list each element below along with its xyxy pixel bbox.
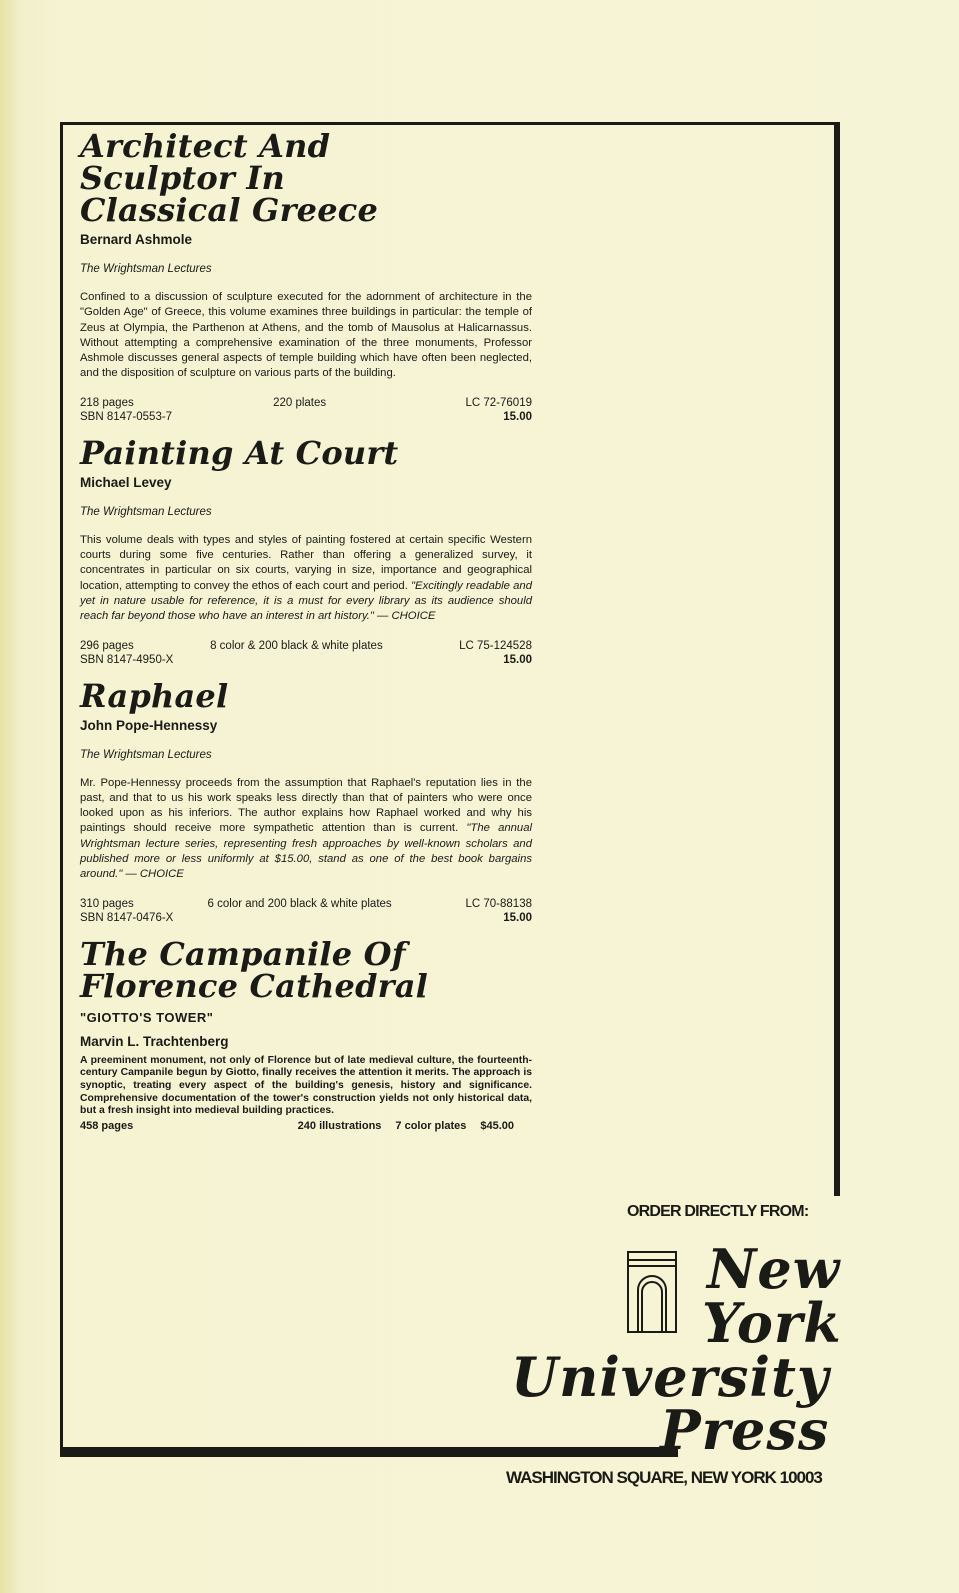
book-specs <box>80 1119 532 1134</box>
description-text: Confined to a discussion of sculpture executed for the adornment of architecture in the "Golden Age" of Greece, this volume examines three buildings in particular: the temple of Zeus at Olympia, the Parthenon at Athens, and the tomb of Mausolus at Halicarnassus. Without attempting a comprehensive examination of the three monuments, Professor Ashmole discusses general aspects of temple building which have often been neglected, and the disposition of sculpture on various parts of the building. <box>80 291 532 380</box>
book-listings <box>80 127 532 1146</box>
sbn-number: SBN 8147-4950-X <box>80 654 174 667</box>
title-line: Raphael <box>80 676 229 715</box>
book-author: Bernard Ashmole <box>80 232 193 247</box>
press-name-university: University <box>511 1345 830 1409</box>
title-line: Classical Greece <box>80 191 379 229</box>
book-specs <box>80 396 532 425</box>
description-text: This volume deals with types and styles of painting fostered at certain specific Western courts during some five centuries. Rather than offering a generalized survey, it concentrates in particular on six courts, varying in size, importance and geographical location, attempting to convey the ethos of each court and period. <box>80 533 532 592</box>
title-line: Painting At Court <box>80 433 399 472</box>
review-quote: "The annual Wrightsman lecture series, representing fresh approaches by well-known scholars and published more or less uniformly at $15.00, stand as one of the best book bargains around." — CHOICE <box>80 822 532 881</box>
book-author: Marvin L. Trachtenberg <box>80 1033 229 1049</box>
price: 15.00 <box>503 912 532 925</box>
page-count: 218 pages <box>80 396 134 409</box>
book-title <box>80 676 532 715</box>
sbn-number: SBN 8147-0476-X <box>80 912 174 925</box>
book-author: John Pope-Hennessy <box>80 717 218 733</box>
lc-number: LC 70-88138 <box>465 897 532 910</box>
book-listing-campanile <box>80 934 532 1134</box>
book-description: A preeminent monument, not only of Florence but of late medieval culture, the fourteenth-century Campanile begun by Giotto, finally receives the attention it merits. The approach is synoptic, treating every aspect of the building's genesis, history and significance. Comprehensive documentation of the tower's construction yields not only historical data, but a fresh insight into medieval building practices. <box>80 1054 532 1117</box>
publisher-address: WASHINGTON SQUARE, NEW YORK 10003 <box>506 1468 822 1487</box>
book-listing <box>80 676 532 926</box>
book-specs <box>80 639 532 668</box>
color-plate-count: 7 color plates <box>395 1120 467 1133</box>
title-line: Architect And <box>80 127 331 165</box>
book-description <box>80 776 532 883</box>
book-specs <box>80 897 532 926</box>
press-name-press: Press <box>660 1398 830 1462</box>
price: 15.00 <box>503 411 532 424</box>
review-quote: "Excitingly readable and yet in nature usable for reference, it is a must for every library as its audience should reach far beyond those who have an interest in art history." — CHOICE <box>80 579 532 623</box>
price: 15.00 <box>503 654 532 667</box>
book-description <box>80 533 532 625</box>
book-listing <box>80 433 532 668</box>
book-series: The Wrightsman Lectures <box>80 505 212 518</box>
book-title <box>80 127 532 229</box>
plate-count: 220 plates <box>273 396 327 409</box>
title-line: Florence Cathedral <box>80 966 429 1005</box>
bottom-rule <box>60 1447 678 1457</box>
plate-count: 8 color & 200 black & white plates <box>210 639 383 652</box>
page-count: 296 pages <box>80 639 134 652</box>
washington-arch-logo-icon <box>624 1244 680 1336</box>
lc-number: LC 75-124528 <box>459 639 532 652</box>
plate-count: 6 color and 200 black & white plates <box>207 897 392 910</box>
sbn-number: SBN 8147-0553-7 <box>80 411 173 424</box>
press-name-new: New <box>707 1237 841 1301</box>
book-title <box>80 934 532 1005</box>
title-line: The Campanile Of <box>80 934 406 973</box>
book-series: The Wrightsman Lectures <box>80 748 212 761</box>
lc-number: LC 72-76019 <box>465 396 532 409</box>
book-tagline: "GIOTTO'S TOWER" <box>80 1009 214 1025</box>
description-text: Mr. Pope-Hennessy proceeds from the assumption that Raphael's reputation lies in the past, and that to us his work speaks less directly than that of painters who were once looked upon as his inferiors. The author explains how Raphael worked and why his paintings should receive more sympathetic attention than is current. <box>80 776 532 835</box>
book-listing <box>80 127 532 425</box>
press-name-york: York <box>702 1291 842 1355</box>
book-series: The Wrightsman Lectures <box>80 263 212 275</box>
order-directly-line: ORDER DIRECTLY FROM: <box>627 1203 809 1220</box>
book-title <box>80 433 532 472</box>
book-author: Michael Levey <box>80 474 172 490</box>
book-description <box>80 290 532 382</box>
page-count: 458 pages <box>80 1120 134 1133</box>
title-line: Sculptor In <box>80 159 285 197</box>
price: $45.00 <box>480 1120 514 1133</box>
page-count: 310 pages <box>80 897 134 910</box>
illustration-count: 240 illustrations <box>297 1120 382 1133</box>
